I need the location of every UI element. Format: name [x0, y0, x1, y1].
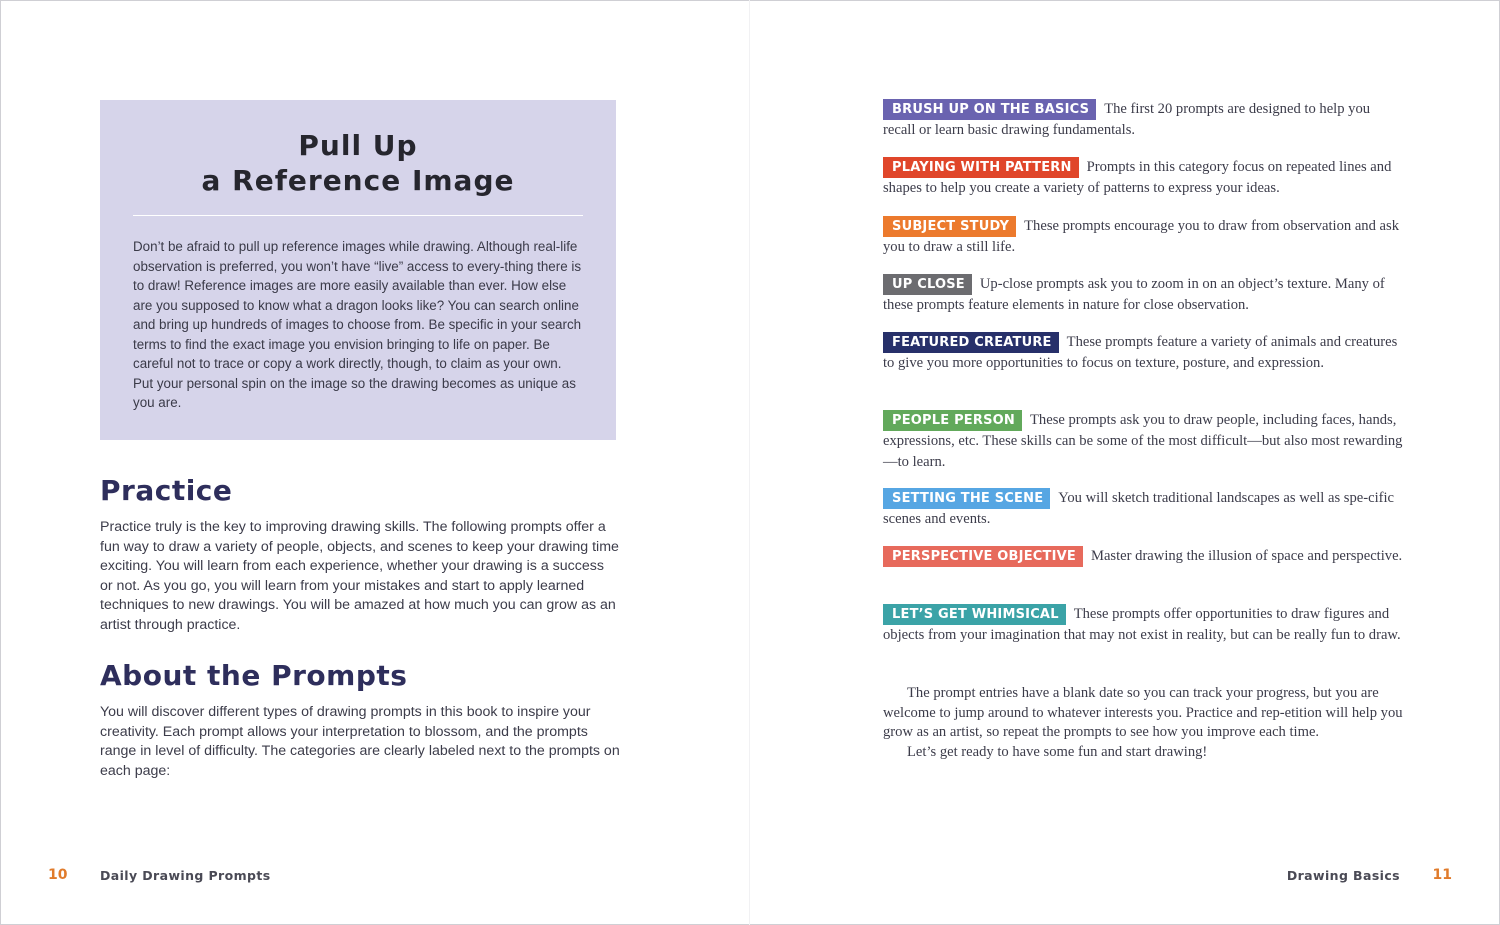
- callout-body: Don’t be afraid to pull up reference images while drawing. Although real-life observation is preferred, you won’t have “live” access to every-thing there is to draw! Reference images are more easily available than ever. How else are you supposed to know what a dragon looks like? You can search online and bring up hundreds of images to choose from. Be specific in your search terms to find the exact image you envision bringing to life on paper. Be careful not to trace or copy a work directly, though, to claim as your own. Put your personal spin on the image so the drawing becomes as unique as you are.: [133, 239, 582, 410]
- closing-paragraph-2: Let’s get ready to have some fun and start drawing!: [907, 743, 1208, 760]
- category-description: These prompts encourage you to draw from observation and ask you to draw a still life.: [883, 218, 1399, 255]
- category-playing-with-pattern: [883, 157, 1403, 199]
- category-up-close: [883, 274, 1403, 316]
- category-setting-the-scene: [883, 488, 1403, 530]
- left-page-number: 10: [48, 867, 68, 883]
- category-subject-study: [883, 216, 1403, 258]
- callout-title-line1: Pull Up: [298, 129, 418, 162]
- category-tag: PEOPLE PERSON: [883, 410, 1022, 431]
- right-running-title: Drawing Basics: [1286, 868, 1400, 883]
- category-description: Prompts in this category focus on repeated lines and shapes to help you create a variety of patterns to express your ideas.: [883, 159, 1392, 196]
- category-people-person: [883, 410, 1403, 473]
- category-lets-get-whimsical: [883, 604, 1403, 646]
- closing-paragraph-1: The prompt entries have a blank date so you can track your progress, but you are welcome to jump around to whatever interests you. Practice and rep-etition will help you grow as an artist, so repeat the prompts to see how you improve each time.: [883, 685, 1403, 740]
- category-description: These prompts offer opportunities to draw figures and objects from your imagination that may not exist in reality, but can be really fun to draw.: [883, 606, 1401, 643]
- category-description: Up-close prompts ask you to zoom in on an object’s texture. Many of these prompts feature elements in nature for close observation.: [883, 276, 1385, 313]
- category-brush-up: [883, 99, 1403, 141]
- practice-body: Practice truly is the key to improving drawing skills. The following prompts offer a fun way to draw a variety of people, objects, and scenes to keep your drawing time exciting. You will learn from each experience, whether your drawing is a success or not. As you go, you will learn from your mistakes and start to apply learned techniques to new drawings. You will be amazed at how much you can grow as an artist through practice.: [100, 519, 619, 633]
- about-prompts-heading: About the Prompts: [100, 659, 408, 692]
- category-tag: SUBJECT STUDY: [883, 216, 1016, 237]
- category-description: These prompts feature a variety of animals and creatures to give you more opportunities to focus on texture, posture, and expression.: [883, 334, 1398, 371]
- category-description: Master drawing the illusion of space and perspective.: [1090, 548, 1403, 564]
- page-gutter: [749, 0, 750, 925]
- category-tag: UP CLOSE: [883, 274, 972, 295]
- category-description: You will sketch traditional landscapes as well as spe-cific scenes and events.: [883, 490, 1395, 527]
- category-description: These prompts ask you to draw people, including faces, hands, expressions, etc. These skills can be some of the most difficult—but also most rewarding—to learn.: [883, 412, 1403, 470]
- category-tag: LET’S GET WHIMSICAL: [883, 604, 1066, 625]
- practice-heading: Practice: [100, 474, 233, 507]
- category-description: The first 20 prompts are designed to help you recall or learn basic drawing fundamentals.: [883, 101, 1371, 138]
- right-page-number: 11: [1432, 867, 1452, 883]
- category-perspective-objective: [883, 546, 1403, 567]
- category-tag: BRUSH UP ON THE BASICS: [883, 99, 1096, 120]
- category-featured-creature: [883, 332, 1403, 374]
- callout-title: [0, 128, 716, 198]
- category-tag: PERSPECTIVE OBJECTIVE: [883, 546, 1083, 567]
- about-prompts-body: You will discover different types of drawing prompts in this book to inspire your creativity. Each prompt allows your interpretation to blossom, and the prompts range in level of difficulty. The categories are clearly labeled next to the prompts on each page:: [100, 704, 620, 779]
- left-running-title: Daily Drawing Prompts: [100, 868, 271, 883]
- category-tag: PLAYING WITH PATTERN: [883, 157, 1079, 178]
- category-tag: SETTING THE SCENE: [883, 488, 1050, 509]
- category-tag: FEATURED CREATURE: [883, 332, 1059, 353]
- callout-divider: [133, 215, 583, 216]
- closing-text: [883, 684, 1403, 762]
- callout-title-line2: a Reference Image: [201, 164, 515, 197]
